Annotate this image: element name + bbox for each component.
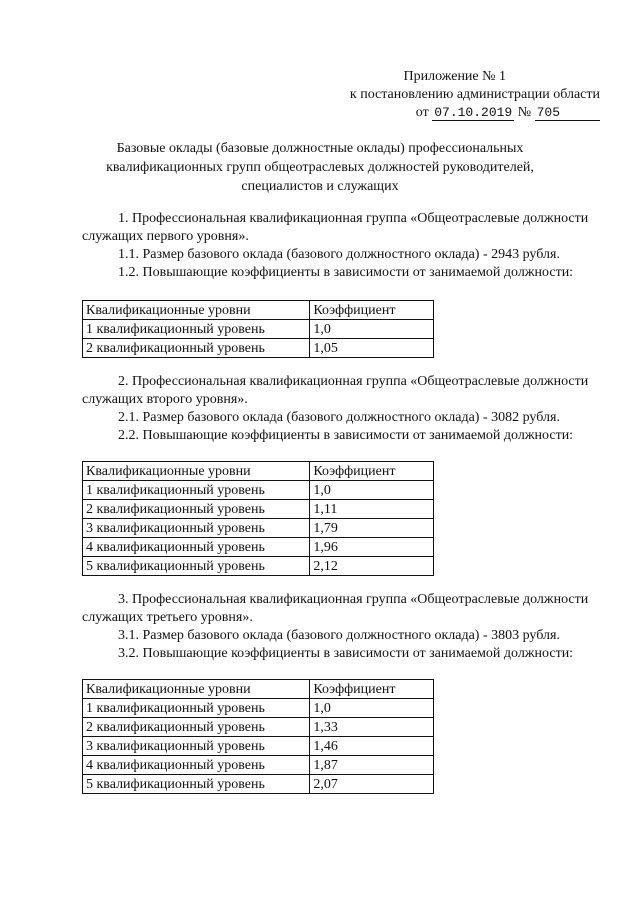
coefficient-heading: 1.2. Повышающие коэффициенты в зависимости от занимаемой должности:: [118, 265, 574, 280]
section-2: [82, 373, 612, 445]
level-cell: 5 квалификационный уровень: [83, 557, 310, 576]
header-cell-coefficient: Коэффициент: [310, 462, 434, 481]
table-header-row: [83, 462, 434, 481]
table-row: [83, 339, 434, 358]
resolution-number: 705: [535, 105, 600, 121]
title-line: квалификационных групп общеотраслевых должностей руководителей,: [106, 160, 534, 175]
level-cell: 1 квалификационный уровень: [83, 699, 310, 718]
section-heading-continued: служащих второго уровня».: [82, 392, 248, 407]
section-heading: 1. Профессиональная квалификационная группа «Общеотраслевые должности: [118, 211, 589, 226]
appendix-header: [300, 68, 600, 122]
header-cell-coefficient: Коэффициент: [310, 680, 434, 699]
coefficient-cell: 1,79: [310, 519, 434, 538]
level-cell: 5 квалификационный уровень: [83, 775, 310, 794]
coefficient-cell: 2,12: [310, 557, 434, 576]
table-row: [83, 538, 434, 557]
appendix-subtitle: к постановлению администрации области: [349, 87, 600, 102]
base-salary: 3.1. Размер базового оклада (базового должностного оклада) - 3803 рубля.: [118, 628, 560, 643]
coefficient-table-3: [82, 679, 434, 794]
level-cell: 1 квалификационный уровень: [83, 320, 310, 339]
table-row: [83, 500, 434, 519]
appendix-title: Приложение № 1: [403, 69, 506, 84]
section-heading: 2. Профессиональная квалификационная группа «Общеотраслевые должности: [118, 374, 589, 389]
coefficient-cell: 1,05: [310, 339, 434, 358]
base-salary: 1.1. Размер базового оклада (базового должностного оклада) - 2943 рубля.: [118, 247, 560, 262]
section-heading-continued: служащих первого уровня».: [82, 229, 249, 244]
table-header-row: [83, 301, 434, 320]
number-label: №: [517, 105, 532, 120]
table-row: [83, 481, 434, 500]
table-row: [83, 737, 434, 756]
table-row: [83, 699, 434, 718]
table-row: [83, 718, 434, 737]
level-cell: 3 квалификационный уровень: [83, 519, 310, 538]
level-cell: 1 квалификационный уровень: [83, 481, 310, 500]
section-heading: 3. Профессиональная квалификационная группа «Общеотраслевые должности: [118, 592, 589, 607]
section-heading-continued: служащих третьего уровня».: [82, 610, 253, 625]
header-cell-coefficient: Коэффициент: [310, 301, 434, 320]
coefficient-cell: 1,96: [310, 538, 434, 557]
level-cell: 2 квалификационный уровень: [83, 500, 310, 519]
date-label: от: [415, 105, 429, 120]
title-line: специалистов и служащих: [241, 179, 399, 194]
resolution-date: 07.10.2019: [434, 105, 513, 120]
table-row: [83, 519, 434, 538]
coefficient-cell: 1,11: [310, 500, 434, 519]
level-cell: 2 квалификационный уровень: [83, 718, 310, 737]
level-cell: 4 квалификационный уровень: [83, 756, 310, 775]
table-row: [83, 775, 434, 794]
coefficient-cell: 1,87: [310, 756, 434, 775]
coefficient-cell: 2,07: [310, 775, 434, 794]
level-cell: 3 квалификационный уровень: [83, 737, 310, 756]
table-header-row: [83, 680, 434, 699]
table-row: [83, 756, 434, 775]
appendix-date-line: [300, 104, 600, 122]
header-cell-level: Квалификационные уровни: [83, 301, 310, 320]
coefficient-cell: 1,0: [310, 320, 434, 339]
coefficient-cell: 1,46: [310, 737, 434, 756]
coefficient-cell: 1,0: [310, 481, 434, 500]
coefficient-table-2: [82, 461, 434, 576]
section-3: [82, 591, 612, 663]
level-cell: 4 квалификационный уровень: [83, 538, 310, 557]
coefficient-table-1: [82, 300, 434, 358]
base-salary: 2.1. Размер базового оклада (базового должностного оклада) - 3082 рубля.: [118, 410, 560, 425]
coefficient-heading: 2.2. Повышающие коэффициенты в зависимости от занимаемой должности:: [118, 428, 574, 443]
coefficient-heading: 3.2. Повышающие коэффициенты в зависимости от занимаемой должности:: [118, 646, 574, 661]
header-cell-level: Квалификационные уровни: [83, 680, 310, 699]
title-line: Базовые оклады (базовые должностные оклады) профессиональных: [116, 141, 524, 156]
section-1: [82, 210, 612, 282]
coefficient-cell: 1,33: [310, 718, 434, 737]
level-cell: 2 квалификационный уровень: [83, 339, 310, 358]
table-row: [83, 320, 434, 339]
table-row: [83, 557, 434, 576]
document-title: [60, 140, 580, 197]
header-cell-level: Квалификационные уровни: [83, 462, 310, 481]
coefficient-cell: 1,0: [310, 699, 434, 718]
